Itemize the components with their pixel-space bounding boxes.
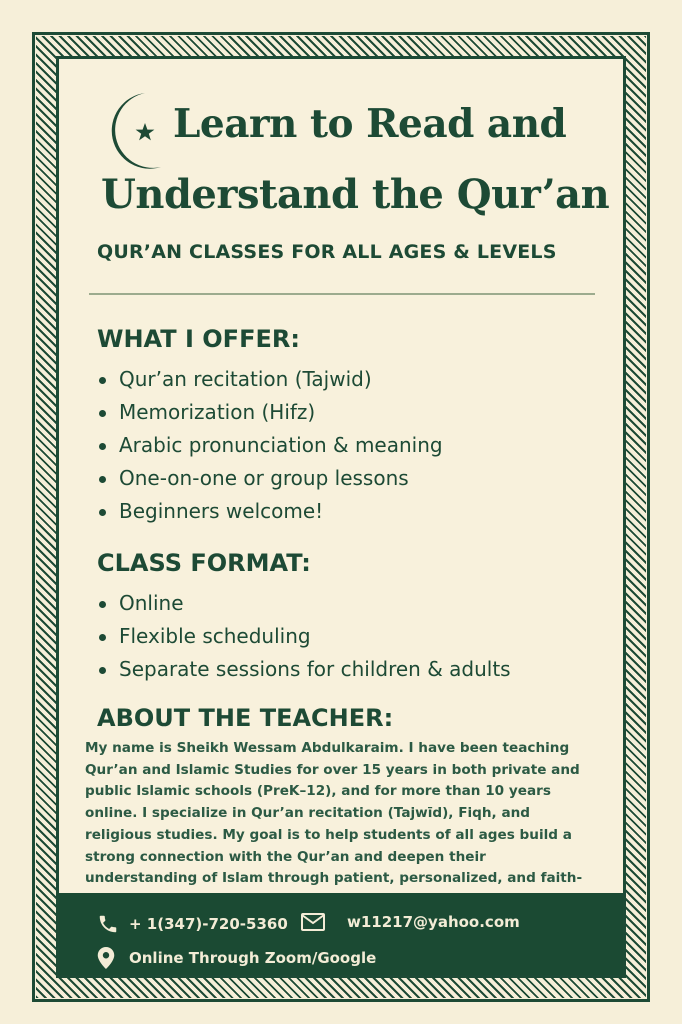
list-item: Arabic pronunciation & meaning — [97, 429, 443, 462]
location-text: Online Through Zoom/Google — [129, 949, 377, 967]
subtitle: QUR’AN CLASSES FOR ALL AGES & LEVELS — [97, 241, 557, 263]
phone-number: + 1(347)-720-5360 — [129, 915, 288, 933]
list-item: Qur’an recitation (Tajwid) — [97, 363, 443, 396]
contact-email[interactable] — [301, 913, 520, 931]
list-item: Online — [97, 587, 511, 620]
about-heading: ABOUT THE TEACHER: — [97, 704, 394, 732]
list-item: One-on-one or group lessons — [97, 462, 443, 495]
email-address: w11217@yahoo.com — [347, 913, 520, 931]
title-line-1: Learn to Read and — [173, 101, 567, 147]
offer-heading: WHAT I OFFER: — [97, 325, 300, 353]
contact-phone[interactable] — [97, 913, 288, 935]
flyer-content — [59, 59, 623, 975]
contact-location — [97, 947, 376, 969]
phone-icon — [97, 913, 119, 935]
list-item: Separate sessions for children & adults — [97, 653, 511, 686]
offer-list — [97, 363, 443, 528]
crescent-star-icon — [99, 89, 169, 173]
format-list — [97, 587, 511, 686]
list-item: Memorization (Hifz) — [97, 396, 443, 429]
list-item: Beginners welcome! — [97, 495, 443, 528]
about-text: My name is Sheikh Wessam Abdulkaraim. I have been teaching Qur’an and Islamic Studies for over 15 years in both private and public Islamic schools (PreK–12), and for more than 10 years online. I specialize in Qur’an recitation (Tajwīd), Fiqh, and religious studies. My goal is to help students of all ages build a strong connection with the Qur’an and deepen their understanding of Islam through patient, personalized, and faith- — [85, 740, 583, 887]
title-line-2: Understand the Qur’an — [101, 171, 610, 218]
contact-panel — [59, 893, 623, 975]
format-heading: CLASS FORMAT: — [97, 549, 311, 577]
list-item: Flexible scheduling — [97, 620, 511, 653]
map-pin-icon — [97, 947, 115, 969]
divider — [89, 293, 595, 295]
envelope-icon — [301, 913, 325, 931]
